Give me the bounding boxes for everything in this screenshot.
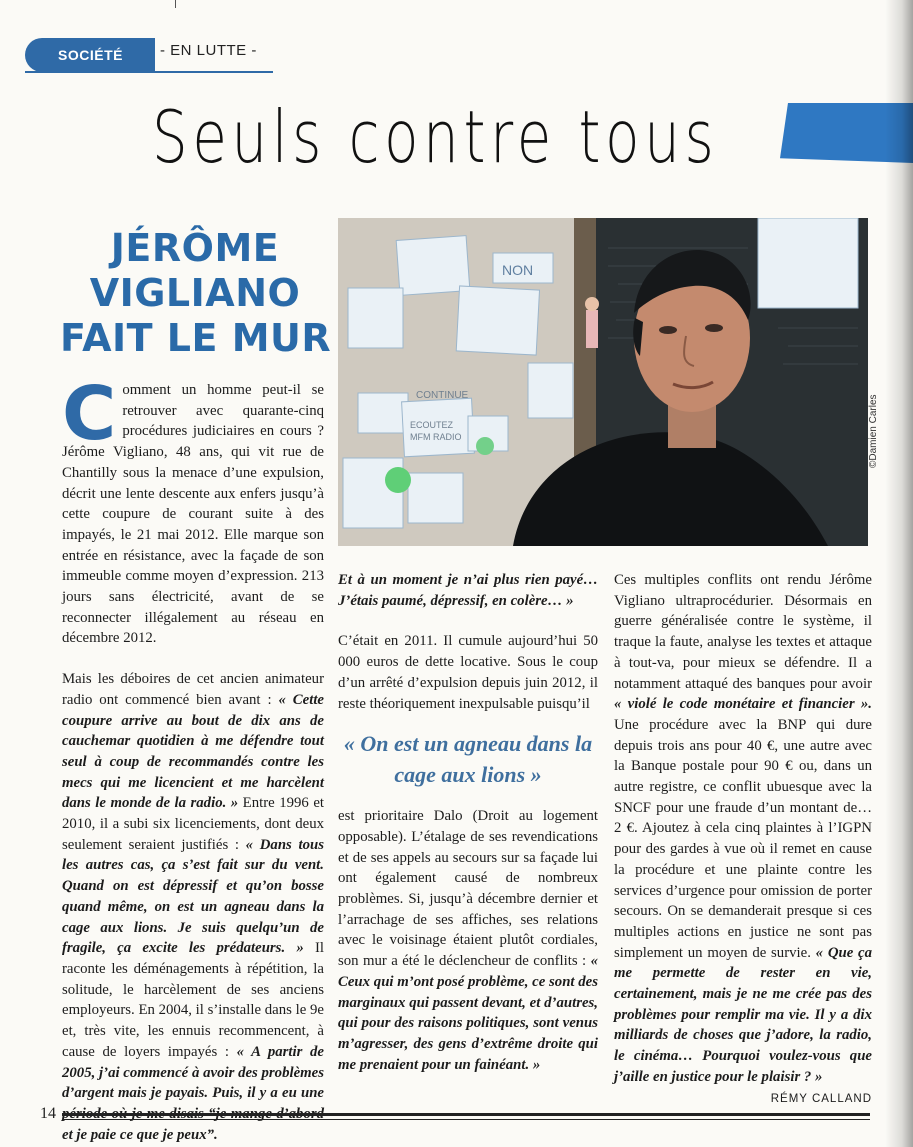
- paragraph-gap: [62, 649, 324, 669]
- quote-run: « Ceux qui m’ont posé problème, ce sont des marginaux qui passent devant, et d’autres, qui pour des raisons politiques, sont venus m’agresser, des gens d’extrême droite qui me prenaient pour un fainéant. »: [338, 953, 598, 1073]
- quote-run: « Cette coupure arrive au bout de dix ans de cauchemar quotidien à me défendre tout seul à coup de recommandés contre les mecs qui me licencient et me harcèlent dans le monde de la radio. »: [62, 691, 324, 812]
- page-spine-shadow: [885, 0, 913, 1147]
- rubric-underline: [25, 71, 273, 73]
- rubric-tag: - EN LUTTE -: [160, 42, 257, 59]
- article-photo: [338, 218, 868, 546]
- kicker-line: VIGLIANO: [89, 271, 301, 315]
- text-run: Ces multiples conflits ont rendu Jérôme Vigliano ultraprocédurier. Désormais en guerre généralisée contre le système, il traque la faute, analyse les textes et attaque à tout-va, pour mieux se défendre. Il a notamment attaqué des banques pour avoir: [614, 572, 872, 692]
- photo-sign-continue: CONTINUE: [416, 390, 469, 401]
- article-column-1: [62, 371, 324, 1145]
- pull-quote: « On est un agneau dans la cage aux lions »: [343, 731, 593, 788]
- quote-run: « A partir de 2005, j’ai commencé à avoir des problèmes d’argent mais je payais. Puis, il y a eu une et je paie ce que je peux”.: [62, 1043, 324, 1143]
- paragraph: [62, 371, 324, 649]
- text-run: Mais les déboires de cet ancien animateur radio ont commencé bien avant :: [62, 671, 324, 708]
- drop-cap: C: [62, 371, 117, 457]
- kicker-title: [60, 226, 330, 361]
- article-column-2: [338, 570, 598, 1075]
- photo-sign-radio: MFM RADIO: [410, 432, 462, 442]
- text-run: Entre 1996 et 2010, il a subi six licenciements, dont deux seulement seraient justifiés :: [62, 795, 324, 853]
- quote-continued: Et à un moment je n’ai plus rien payé… J’étais paumé, dépressif, en colère… »: [338, 572, 598, 609]
- headline: Seuls contre tous: [152, 95, 719, 179]
- footer-rule-thin: [62, 1119, 870, 1120]
- footer-rule: [62, 1113, 870, 1116]
- photo-sign-non: NON: [502, 262, 534, 278]
- text-run: Une procédure avec la BNP qui dure depuis trois ans pour 40 €, une autre avec la Banque postale pour 90 € ou, dans un autre registre, ce conflit ubuesque avec la SNCF pour une fraude d’un montant de… 2 €. Ajoutez à cela cinq plaintes à l’IGPN pour des gardes à vue où il remet en cause la procédure et une plainte contre les services d’urgence pour omission de porter secours. On se demanderait presque si ces multiples actions en justice ne sont pas simplement un moyen de survie.: [614, 716, 872, 961]
- photo-sign-ecoutez: ECOUTEZ: [410, 420, 454, 430]
- article-column-3: [614, 570, 872, 1109]
- quote-run: « Dans tous les autres cas, ça s’est fait sur du vent. Quand on est dépressif et qu’on bosse quand même, on est un agneau dans la cage aux lions. Je suis quelqu’un de fragile, ça excite les prédateurs. »: [62, 836, 324, 957]
- quote-run: « violé le code monétaire et financier ».: [614, 696, 872, 713]
- quote-run: « Que ça me permette de rester en vie, certainement, mais je ne me crée pas des problèmes pour remplir ma vie. Il y a dix milliards de choses que j’adore, la radio, le cinéma… Pourquoi voulez-vous que j’aille en justice pour le plaisir ? »: [614, 944, 873, 1085]
- paragraph-gap: [338, 611, 598, 631]
- paragraph-text: omment un homme peut-il se retrouver avec quarante-cinq procédures judiciaires en cours ? Jérôme Vigliano, 48 ans, qui vit rue de Chantilly sous la menace d’une expulsion, décrit une lente descente aux enfers jusqu’à cette coupure de courant suite à des impayés, le 21 mai 2012. Elle marque son entrée en résistance, avec la façade de son immeuble comme moyen d’expression. 213 jours sans électricité, avant de se reconnecter illégalement au réseau en décembre 2012.: [62, 382, 324, 647]
- paragraph: [62, 669, 324, 1145]
- paragraph: [338, 806, 598, 1075]
- kicker-line: JÉRÔME: [110, 226, 280, 270]
- paragraph: C’était en 2011. Il cumule aujourd’hui 50 000 euros de dette locative. Sous le coup d’un arrêté d’expulsion depuis juin 2012, il reste théoriquement inexpulsable puisqu’il: [338, 633, 598, 712]
- kicker-line: FAIT LE MUR: [60, 316, 332, 360]
- crop-mark: [175, 0, 176, 8]
- text-run: Il raconte les déménagements à répétition, la solitude, le harcèlement de ses anciens employeurs. En 2004, il s’installe dans le 9e et, très vite, les ennuis recommencent, à cause de loyers impayés :: [62, 940, 324, 1060]
- paragraph: [614, 570, 872, 1088]
- author-signature: RÉMY CALLAND: [770, 1092, 872, 1105]
- photo-credit: ©Damien Carles: [868, 394, 879, 468]
- text-run: est prioritaire Dalo (Droit au logement opposable). L’étalage de ses revendications et de ses appels au secours sur sa façade lui ont également causé de nombreux problèmes. Si, jusqu’à décembre dernier et l’arrachage de ses affiches, ses relations avec le voisinage étaient plutôt cordiales, son mur a été le déclencheur de conflits :: [338, 808, 598, 970]
- section-badge: [25, 38, 155, 72]
- page-number: 14: [40, 1105, 56, 1122]
- section-label: SOCIÉTÉ: [58, 47, 123, 63]
